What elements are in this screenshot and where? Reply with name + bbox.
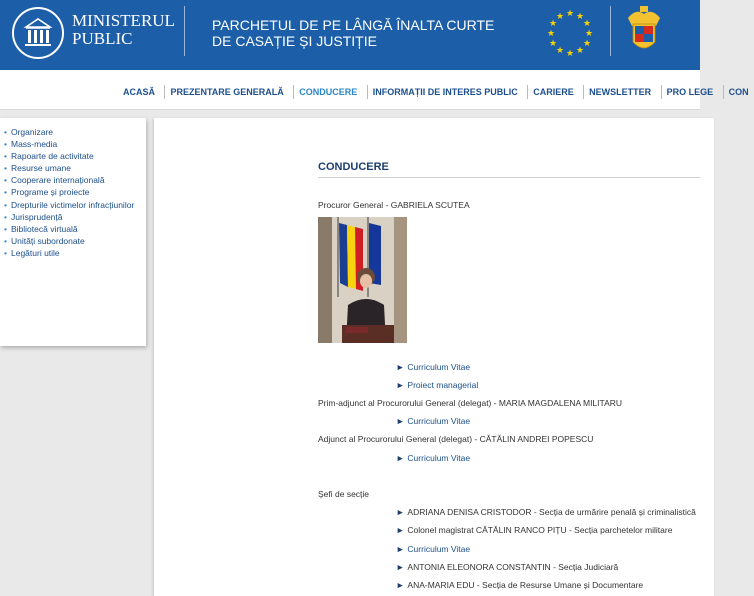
section-head-item xyxy=(396,525,672,536)
nav-item-contact[interactable]: CON xyxy=(723,85,754,99)
first-deputy-label: Prim-adjunct al Procurorului General (delegat) - MARIA MAGDALENA MILITARU xyxy=(318,398,623,408)
svg-text:★: ★ xyxy=(546,28,556,38)
nav-item-pro-lege[interactable]: PRO LEGE xyxy=(661,85,719,99)
sidebar-item-label: Legături utile xyxy=(10,247,60,258)
head-name: ANTONIA ELEONORA CONSTANTIN xyxy=(407,562,551,572)
prosecutor-general-label: Procuror General - GABRIELA SCUTEA xyxy=(318,200,470,210)
nav-item-acasa[interactable]: ACASĂ xyxy=(123,87,156,97)
arrow-right-icon: ► xyxy=(396,525,405,535)
gs-curriculum-vitae-link[interactable] xyxy=(396,362,470,373)
section-head-item xyxy=(396,562,618,573)
svg-text:★: ★ xyxy=(555,45,565,55)
arrow-right-icon: ► xyxy=(396,562,405,572)
logo-line-2: PUBLIC xyxy=(72,29,133,48)
sidebar-item-label: Bibliotecă virtuală xyxy=(10,223,78,234)
sidebar-item-cooperare[interactable] xyxy=(0,174,146,186)
nav-item-newsletter[interactable]: NEWSLETTER xyxy=(583,85,656,99)
nav-item-informatii-de-interes-public[interactable]: INFORMAȚII DE INTERES PUBLIC xyxy=(367,85,523,99)
logo-line-1: MINISTERUL xyxy=(72,11,175,30)
bullet-icon: • xyxy=(4,247,7,258)
arrow-right-icon: ► xyxy=(396,362,405,372)
page-title: CONDUCERE xyxy=(318,161,389,173)
arrow-right-icon: ► xyxy=(396,507,405,517)
sidebar-item-label: Cooperare internațională xyxy=(10,175,105,186)
bullet-icon: • xyxy=(4,211,7,222)
coat-of-arms-icon xyxy=(624,4,664,58)
section-head-item xyxy=(396,507,696,518)
header-divider xyxy=(610,6,611,56)
svg-text:★: ★ xyxy=(584,28,594,38)
sidebar-item-label: Organizare xyxy=(10,127,54,137)
prosecutor-general-photo xyxy=(318,217,407,343)
bullet-icon: • xyxy=(4,235,7,246)
arrow-right-icon: ► xyxy=(396,416,405,426)
bullet-icon: • xyxy=(4,187,7,198)
head-name: Colonel magistrat CĂTĂLIN RANCO PIȚU xyxy=(407,525,567,535)
sidebar-item-programe[interactable] xyxy=(0,186,146,198)
sidebar-item-resurse-umane[interactable] xyxy=(0,162,146,174)
svg-text:★: ★ xyxy=(575,45,585,55)
deputy-label: Adjunct al Procurorului General (delegat) - CĂTĂLIN ANDREI POPESCU xyxy=(318,434,594,444)
section-heads-title: Șefi de secție xyxy=(318,489,370,499)
arrow-right-icon: ► xyxy=(396,380,405,390)
arrow-right-icon: ► xyxy=(396,580,405,590)
svg-text:★: ★ xyxy=(548,18,558,28)
bullet-icon: • xyxy=(4,175,7,186)
main-navigation xyxy=(0,70,749,110)
sidebar-item-organizare[interactable] xyxy=(0,126,146,138)
sidebar-menu xyxy=(0,118,146,346)
header-divider xyxy=(184,6,185,56)
svg-text:★: ★ xyxy=(555,11,565,21)
head-section: - Secția Judiciară xyxy=(550,562,619,572)
bullet-icon: • xyxy=(4,223,7,234)
link-label: Curriculum Vitae xyxy=(407,416,471,426)
sidebar-item-label: Unități subordonate xyxy=(10,235,85,246)
sidebar-item-jurisprudenta[interactable] xyxy=(0,211,146,223)
institution-line-2: DE CASAȚIE ȘI JUSTIȚIE xyxy=(212,33,377,49)
crp-curriculum-vitae-link[interactable] xyxy=(396,544,470,555)
sidebar-item-biblioteca[interactable] xyxy=(0,223,146,235)
gs-proiect-managerial-link[interactable] xyxy=(396,380,478,391)
sidebar-item-drepturile-victimelor[interactable] xyxy=(0,199,146,211)
sidebar-item-label: Resurse umane xyxy=(10,163,71,174)
section-head-item xyxy=(396,580,643,591)
eu-flag-icon xyxy=(540,4,600,58)
svg-text:★: ★ xyxy=(548,38,558,48)
head-section: - Secția parchetelor militare xyxy=(566,525,673,535)
sidebar-item-unitati[interactable] xyxy=(0,235,146,247)
sidebar-item-label: Drepturile victimelor infracțiunilor xyxy=(10,199,135,210)
sidebar-item-legaturi[interactable] xyxy=(0,247,146,259)
nav-item-cariere[interactable]: CARIERE xyxy=(527,85,579,99)
head-name: ADRIANA DENISA CRISTODOR xyxy=(407,507,532,517)
head-section: - Secția de urmărire penală și criminalistică xyxy=(531,507,696,517)
bullet-icon: • xyxy=(4,127,7,137)
svg-text:★: ★ xyxy=(565,8,575,18)
svg-text:★: ★ xyxy=(582,38,592,48)
institution-line-1: PARCHETUL DE PE LÂNGĂ ÎNALTA CURTE xyxy=(212,17,495,33)
head-section: - Secția de Resurse Umane și Documentare xyxy=(474,580,644,590)
bullet-icon: • xyxy=(4,199,7,210)
logo-text[interactable] xyxy=(72,12,175,48)
bullet-icon: • xyxy=(4,139,7,150)
arrow-right-icon: ► xyxy=(396,544,405,554)
bullet-icon: • xyxy=(4,151,7,162)
nav-item-conducere[interactable]: CONDUCERE xyxy=(293,85,362,99)
bullet-icon: • xyxy=(4,163,7,174)
sidebar-item-mass-media[interactable] xyxy=(0,138,146,150)
svg-text:★: ★ xyxy=(582,18,592,28)
link-label: Proiect managerial xyxy=(407,380,479,390)
link-label: Curriculum Vitae xyxy=(407,453,471,463)
sidebar-item-label: Rapoarte de activitate xyxy=(10,151,94,162)
head-name: ANA-MARIA EDU xyxy=(407,580,475,590)
institution-name xyxy=(212,17,494,49)
mmm-curriculum-vitae-link[interactable] xyxy=(396,416,470,427)
sidebar-item-label: Programe și proiecte xyxy=(10,187,90,198)
ministerul-public-logo-icon[interactable] xyxy=(12,7,64,59)
arrow-right-icon: ► xyxy=(396,453,405,463)
sidebar-item-label: Jurisprudență xyxy=(10,211,63,222)
svg-text:★: ★ xyxy=(575,11,585,21)
svg-text:★: ★ xyxy=(565,48,575,58)
sidebar-item-label: Mass-media xyxy=(10,139,58,150)
link-label: Curriculum Vitae xyxy=(407,544,471,554)
site-header xyxy=(0,0,700,70)
nav-item-prezentare-generala[interactable]: PREZENTARE GENERALĂ xyxy=(164,85,288,99)
link-label: Curriculum Vitae xyxy=(407,362,471,372)
cap-curriculum-vitae-link[interactable] xyxy=(396,453,470,464)
title-divider xyxy=(318,177,700,178)
sidebar-item-rapoarte[interactable] xyxy=(0,150,146,162)
